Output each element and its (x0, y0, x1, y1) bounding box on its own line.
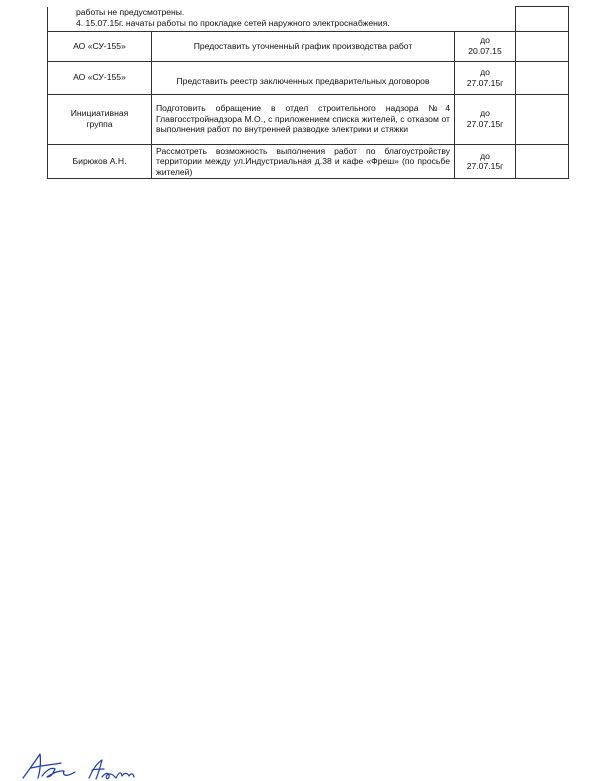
continuation-line: 4. 15.07.15г. начаты работы по прокладке сетей наружного электроснабжения. (76, 17, 390, 28)
due-cell (455, 94, 516, 144)
due-prefix: до (480, 35, 490, 46)
table-row (48, 144, 569, 179)
due-prefix: до (480, 150, 490, 161)
action-items-table (47, 6, 569, 179)
notes-cell (516, 31, 569, 61)
continuation-cell (48, 7, 516, 32)
notes-cell (516, 61, 569, 94)
due-date: 27.07.15г (466, 161, 504, 172)
due-cell (455, 31, 516, 61)
due-cell (455, 144, 516, 179)
table-row (48, 61, 569, 94)
continuation-line: работы не предусмотрены. (76, 6, 185, 17)
responsible-cell: Бирюков А.Н. (48, 144, 152, 179)
responsible-cell: Инициативная группа (48, 94, 152, 144)
notes-cell (516, 144, 569, 179)
task-cell: Подготовить обращение в отдел строительного надзора №4 Главгосстройнадзора М.О., с приложением списка жителей, с отказом от выполнения работ по внутренней разводке электрики и стяжки (152, 94, 455, 144)
continuation-row (48, 7, 569, 32)
due-prefix: до (480, 66, 490, 77)
due-cell (455, 61, 516, 94)
notes-cell (516, 7, 569, 32)
handwritten-signature (86, 757, 136, 781)
due-date: 27.07.15г (466, 77, 504, 88)
due-date: 27.07.15г (466, 119, 504, 129)
table-row (48, 94, 569, 144)
notes-cell (516, 94, 569, 144)
table-row (48, 31, 569, 61)
task-cell: Рассмотреть возможность выполнения работ по благоустройству территории между ул.Индустриальная д.38 и кафе «Фреш» (по просьбе жителей) (152, 144, 455, 179)
handwritten-signature (20, 748, 80, 781)
responsible-cell: АО «СУ-155» (48, 61, 152, 94)
due-date: 20.07.15 (468, 46, 502, 56)
task-cell: Представить реестр заключенных предварительных договоров (152, 61, 455, 94)
due-prefix: до (480, 108, 490, 119)
task-cell: Предоставить уточненный график производства работ (152, 31, 455, 61)
responsible-cell: АО «СУ-155» (48, 31, 152, 61)
